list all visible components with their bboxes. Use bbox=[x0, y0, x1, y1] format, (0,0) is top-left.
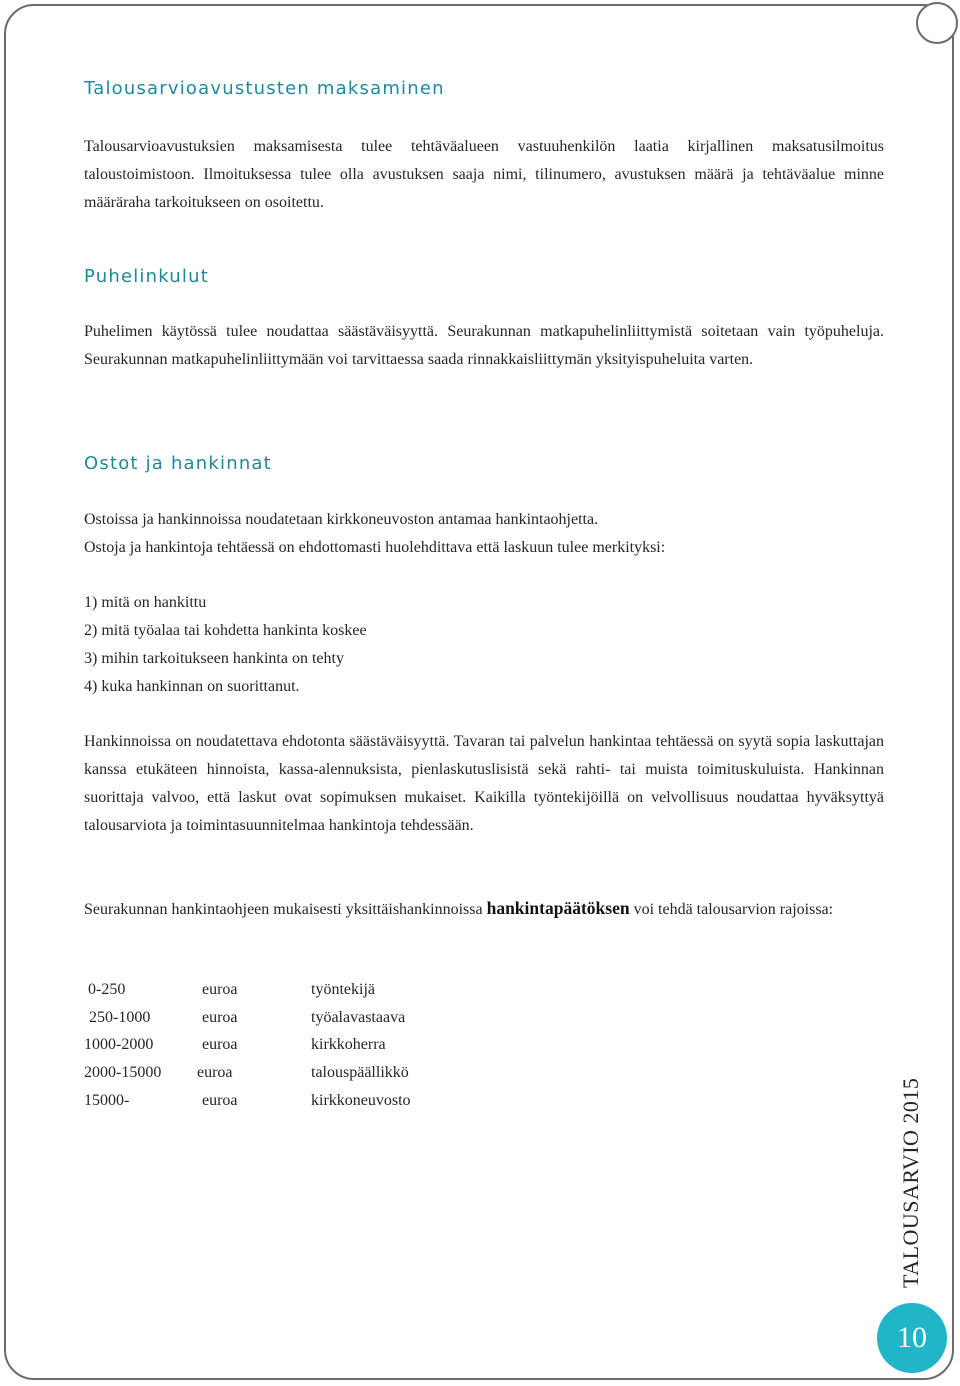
section-paragraph-phone-costs: Puhelimen käytössä tulee noudattaa säästäväisyyttä. Seurakunnan matkapuhelinliittymistä soitetaan vain työpuheluja. Seurakunnan matkapuhelinliittymään voi tarvittaessa saada rinnakkaisliittymän yksityispuheluita varten. bbox=[84, 323, 884, 368]
limit-unit: euroa bbox=[202, 1092, 238, 1109]
limit-range: 250-1000 bbox=[89, 1009, 151, 1026]
section-paragraph-payments: Talousarvioavustuksien maksamisesta tulee tehtäväalueen vastuuhenkilön laatia kirjallinen maksatusilmoitus taloustoimistoon. Ilmoituksessa tulee olla avustuksen saaja nimi, tilinumero, avustuksen määrä ja tehtäväalue minne määräraha tarkoitukseen on osoitettu. bbox=[84, 138, 884, 211]
limit-range: 1000-2000 bbox=[84, 1036, 154, 1053]
list-item: 2) mitä työalaa tai kohdetta hankinta koskee bbox=[84, 622, 367, 639]
limit-role: työalavastaava bbox=[311, 1009, 406, 1026]
section-heading-purchases: Ostot ja hankinnat bbox=[84, 453, 272, 474]
table-row bbox=[84, 976, 584, 1004]
list-item: 4) kuka hankinnan on suorittanut. bbox=[84, 678, 300, 695]
purchases-intro-1: Ostoissa ja hankinnoissa noudatetaan kirkkoneuvoston antamaa hankintaohjetta. bbox=[84, 511, 599, 528]
purchases-intro-2: Ostoja ja hankintoja tehtäessä on ehdottomasti huolehdittava että laskuun tulee merkityksi: bbox=[84, 539, 666, 556]
decision-limits-text-after: voi tehdä talousarvion rajoissa: bbox=[629, 901, 834, 918]
page-number-badge: 10 bbox=[877, 1303, 947, 1373]
document-side-label: TALOUSARVIO 2015 bbox=[898, 1077, 923, 1288]
table-row bbox=[84, 1059, 584, 1087]
table-row bbox=[84, 1087, 584, 1115]
limit-role: työntekijä bbox=[311, 981, 375, 998]
decision-emphasis: hankintapäätöksen bbox=[486, 898, 630, 918]
list-item: 3) mihin tarkoitukseen hankinta on tehty bbox=[84, 650, 344, 667]
limit-range: 2000-15000 bbox=[84, 1064, 162, 1081]
table-row bbox=[84, 1031, 584, 1059]
section-heading-payments: Talousarvioavustusten maksaminen bbox=[84, 78, 445, 99]
decision-limits-text-before: Seurakunnan hankintaohjeen mukaisesti yksittäishankinnoissa bbox=[84, 901, 487, 918]
page-corner-curl bbox=[916, 2, 958, 44]
limit-role: kirkkoherra bbox=[311, 1036, 386, 1053]
limit-range: 0-250 bbox=[88, 981, 126, 998]
list-item: 1) mitä on hankittu bbox=[84, 594, 207, 611]
limit-role: kirkkoneuvosto bbox=[311, 1092, 411, 1109]
limit-unit: euroa bbox=[197, 1064, 233, 1081]
limit-unit: euroa bbox=[202, 1036, 238, 1053]
limit-range: 15000- bbox=[84, 1092, 130, 1109]
limit-unit: euroa bbox=[202, 1009, 238, 1026]
limit-role: talouspäällikkö bbox=[311, 1064, 409, 1081]
limit-unit: euroa bbox=[202, 981, 238, 998]
section-heading-phone-costs: Puhelinkulut bbox=[84, 266, 209, 287]
table-row bbox=[84, 1004, 584, 1032]
purchases-paragraph-frugality: Hankinnoissa on noudatettava ehdotonta säästäväisyyttä. Tavaran tai palvelun hankintaa tehtäessä on syytä sopia laskuttajan kanssa etukäteen hinnoista, kassa-alennuksista, pienlaskutuslisistä sekä rahti- tai muista toimituskuluista. Hankinnan suorittaja valvoo, että laskut ovat sopimuksen mukaiset. Kaikilla työntekijöillä on velvollisuus noudattaa hyväksyttyä talousarviota ja toimintasuunnitelmaa hankintoja tehdessään. bbox=[84, 733, 884, 834]
purchases-paragraph-decision-limits bbox=[84, 894, 874, 924]
